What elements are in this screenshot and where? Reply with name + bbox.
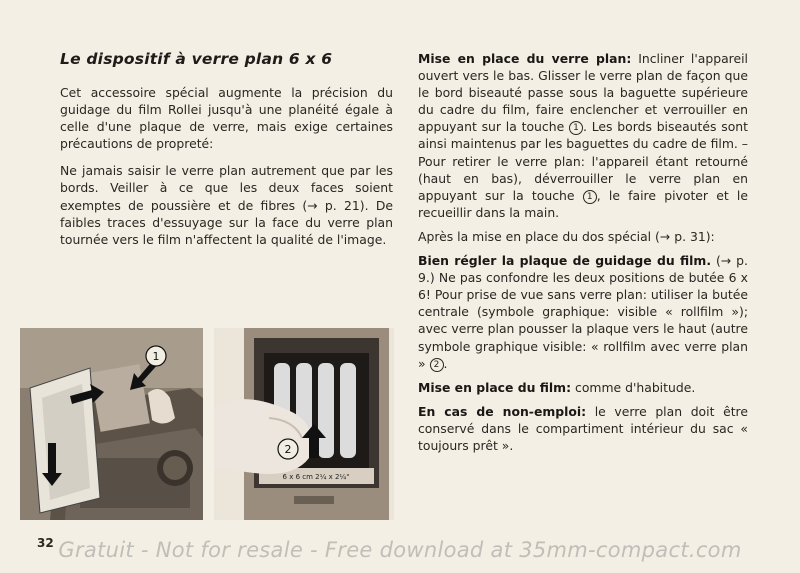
film-loading-text: comme d'habitude.: [571, 379, 696, 395]
pressure-plate-text-a: (→ p. 9.) Ne pas confondre les deux positions de butée 6 x 6! Pour prise de vue sans verre plan: utiliser la butée centrale (symbole graphique: visible « rollfilm »); avec verre plan pousser la plaque vers le haut (autre symbole graphique visible: « rollfilm avec verre plan »: [418, 253, 748, 371]
pressure-plate-text-b: .: [443, 355, 448, 371]
frame-release-illustration: [214, 328, 394, 520]
right-column: [418, 50, 748, 461]
callout-2-ref: 2: [430, 358, 444, 372]
insert-glass-heading: Mise en place du verre plan:: [418, 51, 632, 66]
handling-paragraph: Ne jamais saisir le verre plan autrement que par les bords. Veiller à ce que les deux faces soient exemptes de poussière et de fibres (→ p. 21). De faibles traces d'essuyage sur la face du verre plan tournée vers le film n'affectent la qualité de l'image.: [60, 163, 393, 247]
callout-1-ref-2: 1: [583, 190, 597, 204]
film-loading-heading: Mise en place du film:: [418, 379, 572, 395]
callout-1-ref: 1: [569, 121, 583, 135]
page-number: 32: [37, 536, 54, 550]
insert-glass-text-c: , le faire pivoter et le recueillir dans la main.: [418, 187, 748, 220]
camera-photo-right: [214, 328, 394, 520]
insert-glass-text-b: . Les bords biseautés sont ainsi maintenus par les baguettes du cadre de film. – Pour retirer le verre plan: l'appareil étant retourné (haut en bas), déverrouiller le verre plan en appuyant sur la touche: [418, 119, 748, 203]
left-column: [60, 50, 393, 258]
film-loading-paragraph: [418, 379, 748, 396]
pressure-plate-paragraph: [418, 252, 748, 372]
figure-callout-1: 1: [152, 350, 160, 363]
storage-text: le verre plan doit être conservé dans le compartiment intérieur du sac « toujours prêt ».: [418, 403, 748, 453]
insert-glass-text-a: Incliner l'appareil ouvert vers le bas. Glisser le verre plan de façon que le bord biseauté passe sous la baguette supérieure du cadre du film, faire enclencher et verrouiller en appuyant sur la touche: [418, 51, 748, 135]
storage-paragraph: [418, 403, 748, 454]
frame-size-label: 6 x 6 cm 2¼ x 2¼": [282, 473, 350, 481]
after-back-paragraph: Après la mise en place du dos spécial (→ p. 31):: [418, 228, 715, 244]
figure-callout-2: 2: [284, 443, 292, 456]
section-title: Le dispositif à verre plan 6 x 6: [60, 50, 333, 68]
pressure-plate-heading: Bien régler la plaque de guidage du film.: [418, 253, 712, 269]
camera-insert-illustration: [20, 328, 203, 520]
camera-photo-left: [20, 328, 203, 520]
intro-paragraph: Cet accessoire spécial augmente la précision du guidage du film Rollei jusqu'à une planéité égale à celle d'une plaque de verre, mais exige certaines précautions de propreté:: [60, 85, 393, 152]
watermark: Gratuit - Not for resale - Free download at 35mm-compact.com: [58, 538, 742, 562]
insert-glass-paragraph: [418, 50, 748, 221]
storage-heading: En cas de non-emploi:: [418, 403, 587, 419]
